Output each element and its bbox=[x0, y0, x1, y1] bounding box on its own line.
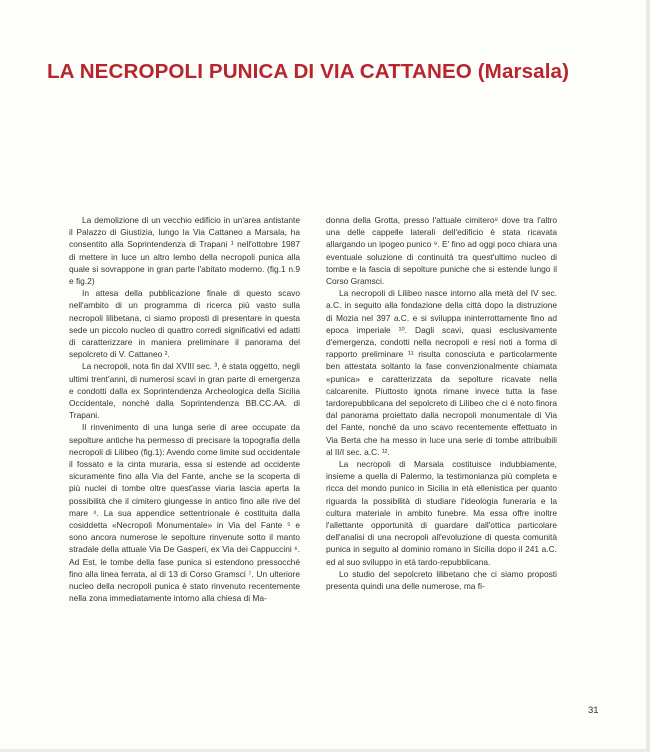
paragraph: La necropoli, nota fin dal XVIII sec. ³, è stata oggetto, negli ultimi trent'anni, di numerosi scavi in gran parte di emergenza e condotti dalla ex Soprintendenza Archeologica della Sicilia Occidentale, nonché dalla Soprintendenza BB.CC.AA. di Trapani. bbox=[69, 361, 300, 421]
paragraph: La demolizione di un vecchio edificio in un'area antistante il Palazzo di Giustizia, lungo la Via Cattaneo a Marsala, ha consentito alla Soprintendenza di Trapani ¹ nell'ottobre 1987 di mettere in luce un altro lembo della necropoli punica alla quale si sovrappone in gran parte l'abitato moderno. (fig.1 n.9 e fig.2) bbox=[69, 215, 300, 287]
paragraph: Il rinvenimento di una lunga serie di aree occupate da sepolture antiche ha permesso di precisare la topografia della necropoli di Lilibeo (fig.1): Avendo come limite sud occidentale il fossato e la cinta muraria, essa si estende ad occidente sicuramente fino alla Via del Fante, anche se la scoperta di più nuclei di tombe oltre quest'asse viaria lascia aperta la possibilità che il cimitero giungesse in antico fino alle rive del mare ⁴. La sua appendice settentrionale è costituita dalla cosiddetta «Necropoli Monumentale» in Via del Fante ⁵ e sono ancora numerose le sepolture rinvenute sotto il manto stradale della attuale Via De Gasperi, ex Via dei Cappuccini ⁶. Ad Est, le tombe della fase punica si estendono pressocché fino alla linea ferrata, al di 13 di Corso Gramsci ⁷. Un ulteriore nucleo della necropoli punica è stato rinvenuto recentemente nella zona immediatamente intorno alla chiesa di Ma- bbox=[69, 422, 300, 604]
paragraph: In attesa della pubblicazione finale di questo scavo nell'ambito di un programma di ricerca più vasto sulla necropoli lilibetana, ci siamo proposti di presentare in questa sede un piccolo nucleo di quattro corredi significativi ed adatti di caratterizzare in maniera preliminare il panorama del sepolcreto di V. Cattaneo ². bbox=[69, 288, 300, 360]
article-title: LA NECROPOLI PUNICA DI VIA CATTANEO (Marsala) bbox=[47, 60, 570, 83]
page-number: 31 bbox=[588, 705, 599, 716]
paragraph: donna della Grotta, presso l'attuale cimitero⁸ dove tra l'altro una delle cappelle laterali dell'edificio è stata ricavata allargando un ipogeo punico ⁹. E' fino ad oggi poco chiara una eventuale soluzione di continuità tra quest'ultimo nucleo di tombe e la fascia di sepolture puniche che si estende lungo il Corso Gramsci. bbox=[326, 215, 557, 287]
paragraph: La necropoli di Marsala costituisce indubbiamente, insieme a quella di Palermo, la testimonianza più completa e ricca del mondo punico in Sicilia in età ellenistica per quanto riguarda la possibilità di studiare l'ideologia funeraria e la cultura materiale in ambito funebre. Ma essa offre inoltre l'allettante opportunità di guardare dall'ottica particolare dell'analisi di una necropoli all'evoluzione di questa comunità punica in seguito al dominio romano in Sicilia dopo il 241 a.C. ed al suo sviluppo in età tardo-repubblicana. bbox=[326, 459, 557, 567]
left-column bbox=[69, 214, 300, 605]
paragraph: La necropoli di Lilibeo nasce intorno alla metà del IV sec. a.C. in seguito alla fondazione della città dopo la distruzione di Mozia nel 397 a.C. e si sviluppa ininterrottamente fino ad epoca imperiale ¹⁰. Dagli scavi, quasi esclusivamente d'emergenza, condotti nella necropoli e resi noti a forma di rapporto preliminare ¹¹ risulta conosciuta e particolarmente ben attestata soltanto la fase convenzionalmente chiamata «punica» e caratterizzata da sepolture ricavate nella calcarenite. Piuttosto ignota rimane invece tutta la fase tardorepubblicana del sepolcreto di Lilibeo che ci è noto finora dal panorama proiettato dalla necropoli monumentale di Via del Fante, nonché da uno scavo recentemente effettuato in Via Berta che ha messo in luce una serie di tombe attribuibili al II/I sec. a.C. ¹². bbox=[326, 288, 557, 457]
right-column bbox=[326, 214, 557, 592]
paragraph: Lo studio del sepolcreto lilibetano che ci siamo proposti presenta quindi una delle numerose, ma fi- bbox=[326, 568, 557, 592]
